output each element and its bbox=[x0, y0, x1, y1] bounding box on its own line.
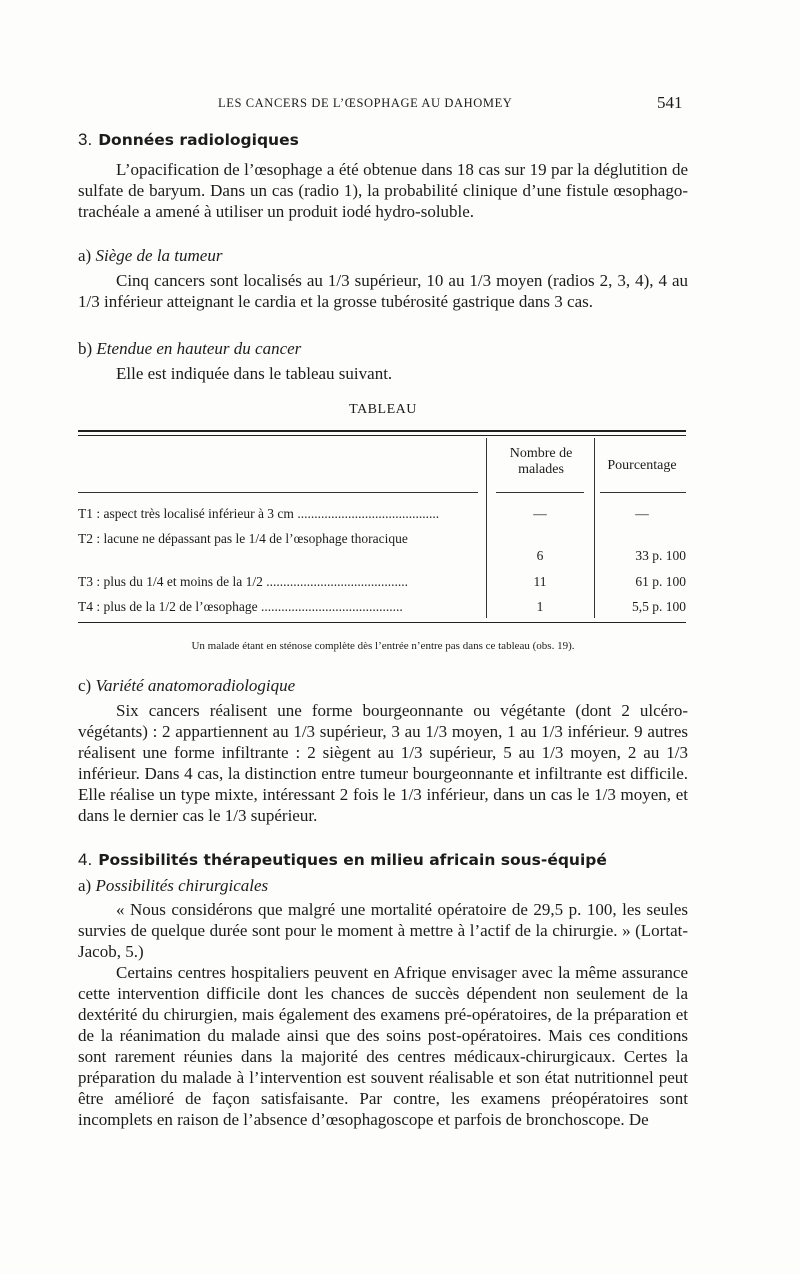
section-4a-title: Possibilités chirurgicales bbox=[95, 876, 269, 895]
table-row-t2-label: T2 : lacune ne dépassant pas le 1/4 de l’œsophage thoracique bbox=[78, 531, 408, 546]
table-row-t2-nombre: 6 bbox=[536, 548, 544, 563]
section-4a-paragraph: Certains centres hospitaliers peuvent en Afrique envisager avec la même assurance cette intervention difficile dont les chances de succès dépendent non seulement de la dextérité du chirurgien, mais également des examens pré-opératoires, de la préparation et de la réanimation du malade ainsi que des soins post-opératoires. Mais ces conditions sont rarement réunies dans la majorité des centres médicaux-chirurgicaux. Certes la préparation du malade à l’intervention est souvent réalisable et son état nutritionnel peut être amélioré de façon satisfaisante. Par contre, les examens préopératoires sont incomplets en raison de l’absence d’œsophagoscope et parfois de bronchoscope. De bbox=[78, 963, 688, 1129]
section-3-number: 3. bbox=[78, 130, 93, 149]
section-4a-quote: « Nous considérons que malgré une mortalité opératoire de 29,5 p. 100, les seules survies de quelque durée sont pour le moment à mettre à l’actif de la chirurgie. » (Lortat-Jacob, 5.) bbox=[78, 900, 688, 961]
subsection-a-label: a) bbox=[78, 246, 92, 265]
section-3-heading bbox=[78, 130, 688, 150]
table-header-rule-1 bbox=[78, 492, 478, 493]
table-row-t1-nombre: — bbox=[533, 506, 547, 521]
table-divider-1 bbox=[486, 438, 487, 618]
subsection-a-heading bbox=[78, 245, 688, 266]
row-code: T4 bbox=[78, 599, 93, 614]
table-row-t4-nombre: 1 bbox=[536, 599, 544, 614]
subsection-c-heading bbox=[78, 675, 688, 696]
table-header-rule-2 bbox=[496, 492, 584, 493]
table-row-t2-pourcentage: 33 p. 100 bbox=[635, 548, 686, 563]
running-header bbox=[0, 93, 800, 116]
table-caption: TABLEAU bbox=[349, 402, 417, 417]
header-title: LES CANCERS DE L’ŒSOPHAGE AU DAHOMEY bbox=[218, 96, 513, 110]
row-label: plus du 1/4 et moins de la 1/2 bbox=[103, 574, 263, 589]
subsection-b-label: b) bbox=[78, 339, 93, 358]
col-header-nombre: Nombre de malades bbox=[509, 446, 573, 477]
section-4-heading bbox=[78, 850, 688, 870]
data-table bbox=[78, 430, 686, 630]
subsection-c-label: c) bbox=[78, 676, 92, 695]
table-note: Un malade étant en sténose complète dès l’entrée n’entre pas dans ce tableau (obs. 19). bbox=[191, 640, 575, 652]
table-bottom-rule bbox=[78, 622, 686, 623]
table-row-t1-label: T1 : aspect très localisé inférieur à 3 cm .......................................... bbox=[78, 506, 440, 521]
subsection-b-paragraph: Elle est indiquée dans le tableau suivant. bbox=[116, 364, 393, 383]
subsection-c-title: Variété anatomoradiologique bbox=[95, 676, 296, 695]
table-row-t4-pourcentage: 5,5 p. 100 bbox=[632, 599, 686, 614]
subsection-a-title: Siège de la tumeur bbox=[95, 246, 223, 265]
subsection-c-paragraph: Six cancers réalisent une forme bourgeonnante ou végétante (dont 2 ulcéro-végétants) : 2 appartiennent au 1/3 supérieur, 3 au 1/3 moyen, 1 au 1/3 inférieur. 9 autres réalisent une forme infiltrante : 2 siègent au 1/3 supérieur, 5 au 1/3 moyen, 2 au 1/3 inférieur. Dans 4 cas, la distinction entre tumeur bourgeonnante et infiltrante est difficile. Elle réalise un type mixte, intéressant 2 fois le 1/3 inférieur, dans un cas le 1/3 moyen, et dans le dernier cas le 1/3 supérieur. bbox=[78, 701, 688, 825]
col-header-pourcentage: Pourcentage bbox=[607, 458, 677, 473]
section-4a-label: a) bbox=[78, 876, 92, 895]
subsection-a-paragraph: Cinq cancers sont localisés au 1/3 supérieur, 10 au 1/3 moyen (radios 2, 3, 4), 4 au 1/3 inférieur atteignant le cardia et la grosse tubérosité gastrique dans 3 cas. bbox=[78, 271, 688, 311]
row-code: T2 bbox=[78, 531, 93, 546]
row-code: T3 bbox=[78, 574, 93, 589]
table-row-t4-label: T4 : plus de la 1/2 de l’œsophage .......................................... bbox=[78, 599, 403, 614]
table-row-t3-nombre: 11 bbox=[533, 574, 547, 589]
table-row-t3-pourcentage: 61 p. 100 bbox=[635, 574, 686, 589]
subsection-b-title: Etendue en hauteur du cancer bbox=[96, 339, 302, 358]
section-4-title: Possibilités thérapeutiques en milieu africain sous-équipé bbox=[98, 851, 607, 869]
row-code: T1 bbox=[78, 506, 93, 521]
table-header-rule-3 bbox=[600, 492, 686, 493]
row-label: plus de la 1/2 de l’œsophage bbox=[103, 599, 258, 614]
table-top-rule bbox=[78, 430, 686, 432]
section-3-paragraph: L’opacification de l’œsophage a été obtenue dans 18 cas sur 19 par la déglutition de sulfate de baryum. Dans un cas (radio 1), la probabilité clinique d’une fistule œsophago-trachéale a amené à utiliser un produit iodé hydro-soluble. bbox=[78, 160, 688, 221]
table-divider-2 bbox=[594, 438, 595, 618]
row-label: aspect très localisé inférieur à 3 cm bbox=[103, 506, 294, 521]
section-4a-heading bbox=[78, 875, 688, 896]
section-4-number: 4. bbox=[78, 850, 93, 869]
table-row-t3-label: T3 : plus du 1/4 et moins de la 1/2 .......................................... bbox=[78, 574, 409, 589]
subsection-b-heading bbox=[78, 338, 688, 359]
row-label: lacune ne dépassant pas le 1/4 de l’œsophage thoracique bbox=[103, 531, 408, 546]
section-3-title: Données radiologiques bbox=[98, 131, 299, 149]
table-row-t1-pourcentage: — bbox=[635, 506, 649, 521]
page-number: 541 bbox=[657, 93, 683, 112]
table-top-rule-thin bbox=[78, 435, 686, 436]
